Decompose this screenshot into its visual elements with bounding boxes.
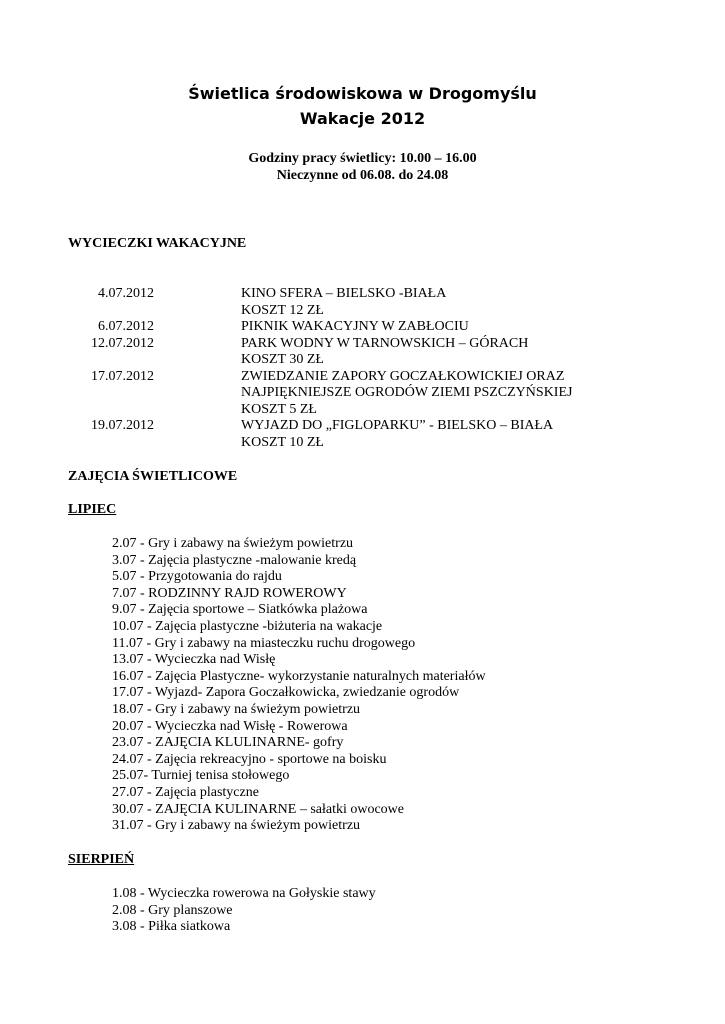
list-item: 1.08 - Wycieczka rowerowa na Gołyskie stawy <box>112 886 376 901</box>
list-item: 27.07 - Zajęcia plastyczne <box>112 785 259 800</box>
list-item: 2.07 - Gry i zabawy na świeżym powietrzu <box>112 536 354 551</box>
trip-date: 4.07.2012 <box>98 286 154 301</box>
list-item: 23.07 - ZAJĘCIA KLULINARNE- gofry <box>112 735 344 750</box>
trip-description: NAJPIĘKNIEJSZE OGRODÓW ZIEMI PSZCZYŃSKIEJ <box>241 385 573 400</box>
list-item: 20.07 - Wycieczka nad Wisłę - Rowerowa <box>112 719 348 734</box>
list-item: 30.07 - ZAJĘCIA KULINARNE – sałatki owocowe <box>112 802 405 817</box>
august-heading: SIERPIEŃ <box>68 852 135 867</box>
opening-hours: Godziny pracy świetlicy: 10.00 – 16.00 <box>248 151 477 166</box>
trip-cost: KOSZT 12 ZŁ <box>241 303 324 318</box>
trip-date: 6.07.2012 <box>98 319 154 334</box>
activities-heading: ZAJĘCIA ŚWIETLICOWE <box>68 469 238 484</box>
trip-date: 17.07.2012 <box>91 369 154 384</box>
list-item: 3.08 - Piłka siatkowa <box>112 919 231 934</box>
trip-description: PIKNIK WAKACYJNY W ZABŁOCIU <box>241 319 469 334</box>
list-item: 7.07 - RODZINNY RAJD ROWEROWY <box>112 586 347 601</box>
list-item: 24.07 - Zajęcia rekreacyjno - sportowe na boisku <box>112 752 387 767</box>
list-item: 25.07- Turniej tenisa stołowego <box>112 768 290 783</box>
trip-description: ZWIEDZANIE ZAPORY GOCZAŁKOWICKIEJ ORAZ <box>241 369 565 384</box>
trip-description: PARK WODNY W TARNOWSKICH – GÓRACH <box>241 336 529 351</box>
trip-date: 19.07.2012 <box>91 418 154 433</box>
list-item: 10.07 - Zajęcia plastyczne -biżuteria na wakacje <box>112 619 383 634</box>
list-item: 13.07 - Wycieczka nad Wisłę <box>112 652 276 667</box>
list-item: 11.07 - Gry i zabawy na miasteczku ruchu drogowego <box>112 636 416 651</box>
trips-heading: WYCIECZKI WAKACYJNE <box>68 236 247 251</box>
trip-date: 12.07.2012 <box>91 336 154 351</box>
list-item: 18.07 - Gry i zabawy na świeżym powietrzu <box>112 702 361 717</box>
trip-cost: KOSZT 30 ZŁ <box>241 352 324 367</box>
list-item: 17.07 - Wyjazd- Zapora Goczałkowicka, zwiedzanie ogrodów <box>112 685 460 700</box>
list-item: 2.08 - Gry planszowe <box>112 903 233 918</box>
list-item: 9.07 - Zajęcia sportowe – Siatkówka plażowa <box>112 602 368 617</box>
list-item: 31.07 - Gry i zabawy na świeżym powietrzu <box>112 818 361 833</box>
closed-period: Nieczynne od 06.08. do 24.08 <box>276 168 449 183</box>
trip-description: KINO SFERA – BIELSKO -BIAŁA <box>241 286 447 301</box>
july-heading: LIPIEC <box>68 502 117 517</box>
list-item: 16.07 - Zajęcia Plastyczne- wykorzystanie naturalnych materiałów <box>112 669 486 684</box>
document-title: Świetlica środowiskowa w Drogomyślu <box>188 84 537 103</box>
trip-cost: KOSZT 10 ZŁ <box>241 435 324 450</box>
document-subtitle: Wakacje 2012 <box>299 109 426 128</box>
trip-description: WYJAZD DO „FIGLOPARKU” - BIELSKO – BIAŁA <box>241 418 554 433</box>
trip-cost: KOSZT 5 ZŁ <box>241 402 317 417</box>
list-item: 5.07 - Przygotowania do rajdu <box>112 569 282 584</box>
list-item: 3.07 - Zajęcia plastyczne -malowanie kredą <box>112 553 357 568</box>
